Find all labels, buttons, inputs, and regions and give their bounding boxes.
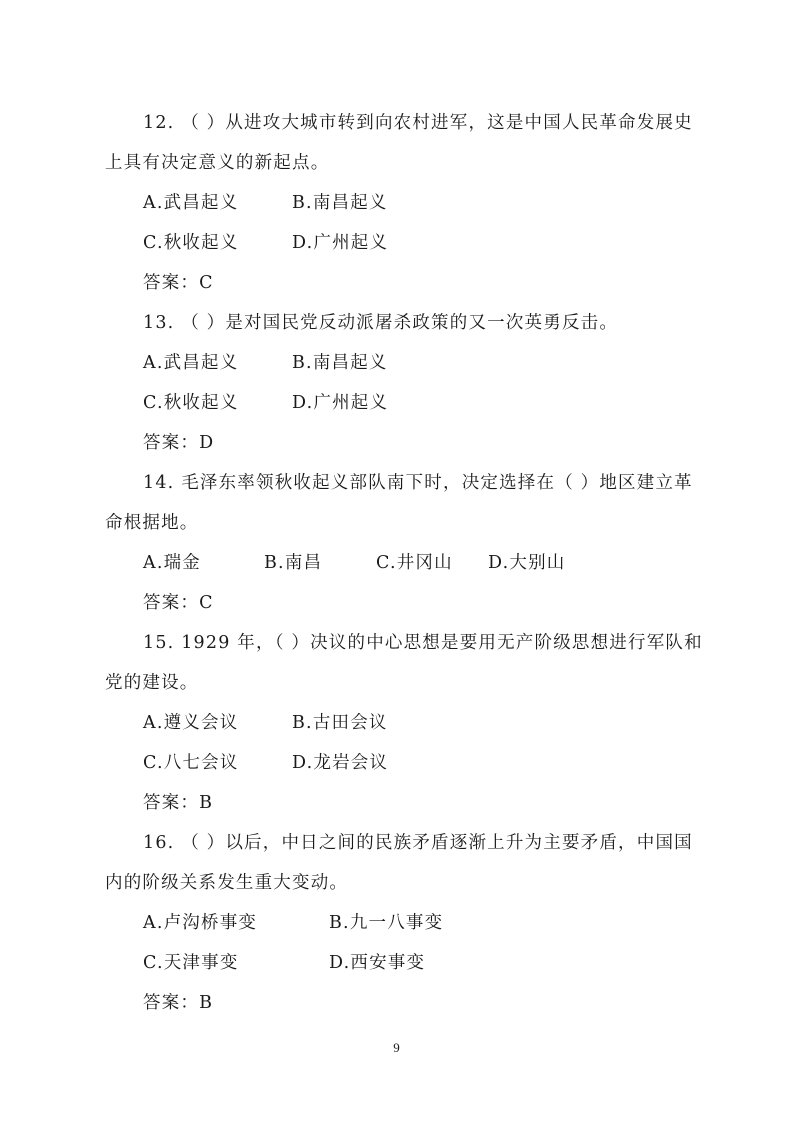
- option-c: C.八七会议: [143, 753, 239, 773]
- option-a: A.遵义会议: [143, 713, 239, 733]
- option-d: D.大别山: [488, 553, 566, 573]
- question-16-answer: 答案：B: [143, 993, 214, 1013]
- option-b: B.九一八事变: [329, 913, 444, 933]
- question-12-text-cont: 上具有决定意义的新起点。: [105, 153, 330, 173]
- question-13-answer: 答案：D: [143, 433, 215, 453]
- page-number: 9: [393, 1040, 400, 1055]
- option-b: B.南昌起义: [292, 193, 388, 213]
- option-d: D.广州起义: [292, 393, 389, 413]
- option-d: D.广州起义: [292, 233, 389, 253]
- option-b: B.南昌: [264, 553, 323, 573]
- option-a: A.武昌起义: [143, 193, 239, 213]
- question-14-answer: 答案：C: [143, 593, 214, 613]
- option-c: C.井冈山: [376, 553, 453, 573]
- option-a: A.卢沟桥事变: [143, 913, 258, 933]
- option-a: A.瑞金: [143, 553, 202, 573]
- option-c: C.秋收起义: [143, 393, 239, 413]
- option-d: D.龙岩会议: [292, 753, 389, 773]
- question-15-text-cont: 党的建设。: [105, 673, 199, 693]
- option-c: C.秋收起义: [143, 233, 239, 253]
- question-14-text: 14. 毛泽东率领秋收起义部队南下时，决定选择在（ ）地区建立革: [143, 473, 693, 493]
- question-12-answer: 答案：C: [143, 273, 214, 293]
- question-15-answer: 答案：B: [143, 793, 214, 813]
- question-12-text: 12. （ ）从进攻大城市转到向农村进军，这是中国人民革命发展史: [143, 113, 693, 133]
- option-d: D.西安事变: [329, 953, 426, 973]
- option-b: B.南昌起义: [292, 353, 388, 373]
- question-15-text: 15. 1929 年，（ ）决议的中心思想是要用无产阶级思想进行军队和: [143, 633, 703, 653]
- question-16-text-cont: 内的阶级关系发生重大变动。: [105, 873, 349, 893]
- option-c: C.天津事变: [143, 953, 239, 973]
- question-13-text: 13. （ ）是对国民党反动派屠杀政策的又一次英勇反击。: [143, 313, 619, 333]
- option-a: A.武昌起义: [143, 353, 239, 373]
- question-14-text-cont: 命根据地。: [105, 513, 199, 533]
- question-16-text: 16. （ ）以后，中日之间的民族矛盾逐渐上升为主要矛盾，中国国: [143, 833, 693, 853]
- option-b: B.古田会议: [292, 713, 388, 733]
